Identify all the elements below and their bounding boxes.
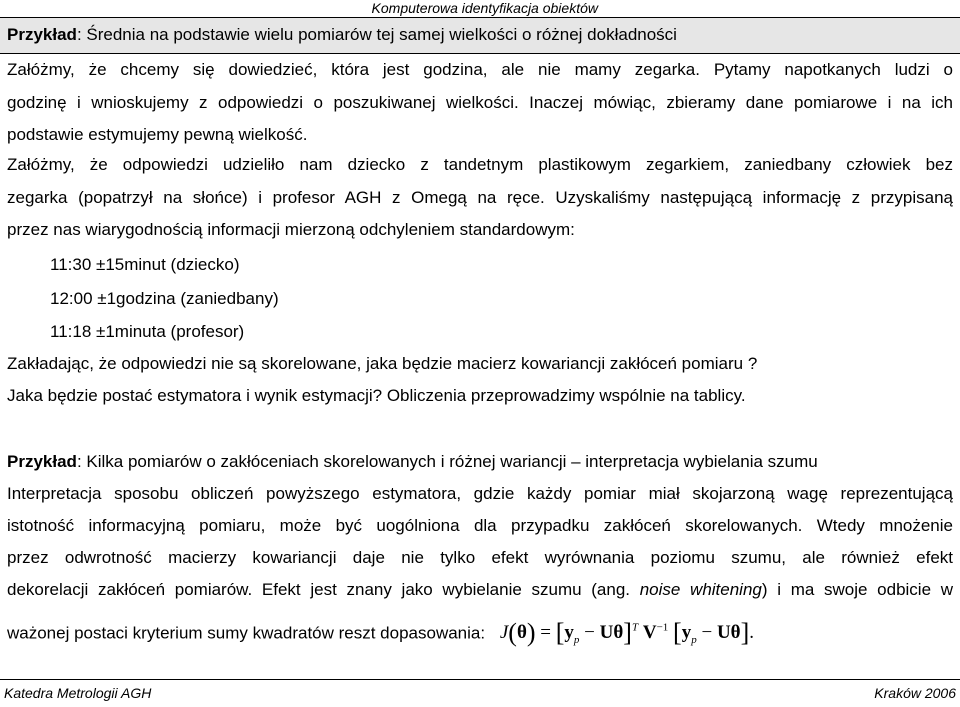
- paragraph-line: przez odwrotność macierzy kowariancji daje nie tylko efekt wyrównania poziomu szumu, ale również efekt: [7, 548, 953, 567]
- formula-end: .: [749, 622, 755, 644]
- formula-y: y: [564, 622, 574, 644]
- formula-U: U: [716, 622, 731, 644]
- formula-minus: −: [701, 622, 713, 644]
- formula-p: p: [691, 634, 697, 647]
- footer-rule: [0, 679, 960, 680]
- formula-theta: θ: [516, 622, 527, 644]
- footer-left: Katedra Metrologii AGH: [4, 685, 152, 701]
- paragraph-text: dekorelacji zakłóceń pomiarów. Efekt jest znany jako wybielanie szumu (ang.: [7, 580, 640, 599]
- footer-right: Kraków 2006: [874, 685, 956, 701]
- question-line: Jaka będzie postać estymatora i wynik estymacji? Obliczenia przeprowadzimy wspólnie na tablicy.: [7, 386, 746, 405]
- formula-inverse: −1: [656, 622, 669, 634]
- paragraph-line: podstawie estymujemy pewną wielkość.: [7, 125, 308, 144]
- formula-V: V: [642, 622, 657, 644]
- example1-label: Przykład: [7, 25, 77, 44]
- question-line: Zakładając, że odpowiedzi nie są skorelowane, jaka będzie macierz kowariancji zakłóceń pomiaru ?: [7, 354, 758, 373]
- formula-theta: θ: [613, 622, 624, 644]
- example1-title-text: : Średnia na podstawie wielu pomiarów tej samej wielkości o różnej dokładności: [76, 25, 677, 44]
- example1-title: [0, 18, 960, 54]
- criterion-text: ważonej postaci kryterium sumy kwadratów reszt dopasowania:: [7, 623, 486, 643]
- measurement-item: 12:00 ±1godzina (zaniedbany): [50, 289, 279, 308]
- formula-y: y: [681, 622, 692, 644]
- example2-title: [7, 452, 953, 472]
- paragraph-line: Załóżmy, że chcemy się dowiedzieć, która jest godzina, ale nie mamy zegarka. Pytamy napotkanych ludzi o: [7, 60, 953, 79]
- formula-minus: −: [584, 622, 595, 644]
- paragraph-text: ) i ma swoje odbicie w: [761, 580, 953, 599]
- paragraph-line: istotność informacyjną pomiaru, może być uogólniona dla przypadku zakłóceń skorelowanych. Wtedy mnożenie: [7, 516, 953, 535]
- criterion-formula: $J(\theta) = [y_p - U\theta]^T$ $V^{-1}$ $[y_p - U\theta]$.: [499, 618, 755, 648]
- example2-title-text: : Kilka pomiarów o zakłóceniach skorelowanych i różnej wariancji – interpretacja wybielania szumu: [76, 452, 818, 471]
- criterion-line: [7, 618, 953, 650]
- noise-whitening-term: noise whitening: [639, 580, 762, 599]
- paragraph-line: Interpretacja sposobu obliczeń powyższego estymatora, gdzie każdy pomiar miał skojarzoną wagę reprezentującą: [7, 484, 953, 503]
- formula-U: U: [599, 622, 614, 644]
- example2-label: Przykład: [7, 452, 77, 471]
- formula-theta: θ: [730, 622, 741, 644]
- formula-T: T: [631, 622, 639, 634]
- measurement-item: 11:30 ±15minut (dziecko): [50, 255, 240, 274]
- paragraph-line: Załóżmy, że odpowiedzi udzieliło nam dziecko z tandetnym plastikowym zegarkiem, zaniedbany człowiek bez: [7, 155, 953, 174]
- formula-equals: =: [540, 622, 551, 644]
- paragraph-line: godzinę i wnioskujemy z odpowiedzi o poszukiwanej wielkości. Inaczej mówiąc, zbieramy dane pomiarowe i na ich: [7, 93, 953, 112]
- paragraph-line: zegarka (popatrzył na słońce) i profesor AGH z Omegą na ręce. Uzyskaliśmy następującą informację z przypisaną: [7, 188, 953, 207]
- measurement-item: 11:18 ±1minuta (profesor): [50, 322, 245, 341]
- paragraph-line: [7, 580, 953, 600]
- formula-J: J: [499, 622, 509, 644]
- formula-p: p: [573, 634, 580, 647]
- paragraph-line: przez nas wiarygodnością informacji mierzoną odchyleniem standardowym:: [7, 220, 575, 239]
- header-title: Komputerowa identyfikacja obiektów: [371, 0, 598, 16]
